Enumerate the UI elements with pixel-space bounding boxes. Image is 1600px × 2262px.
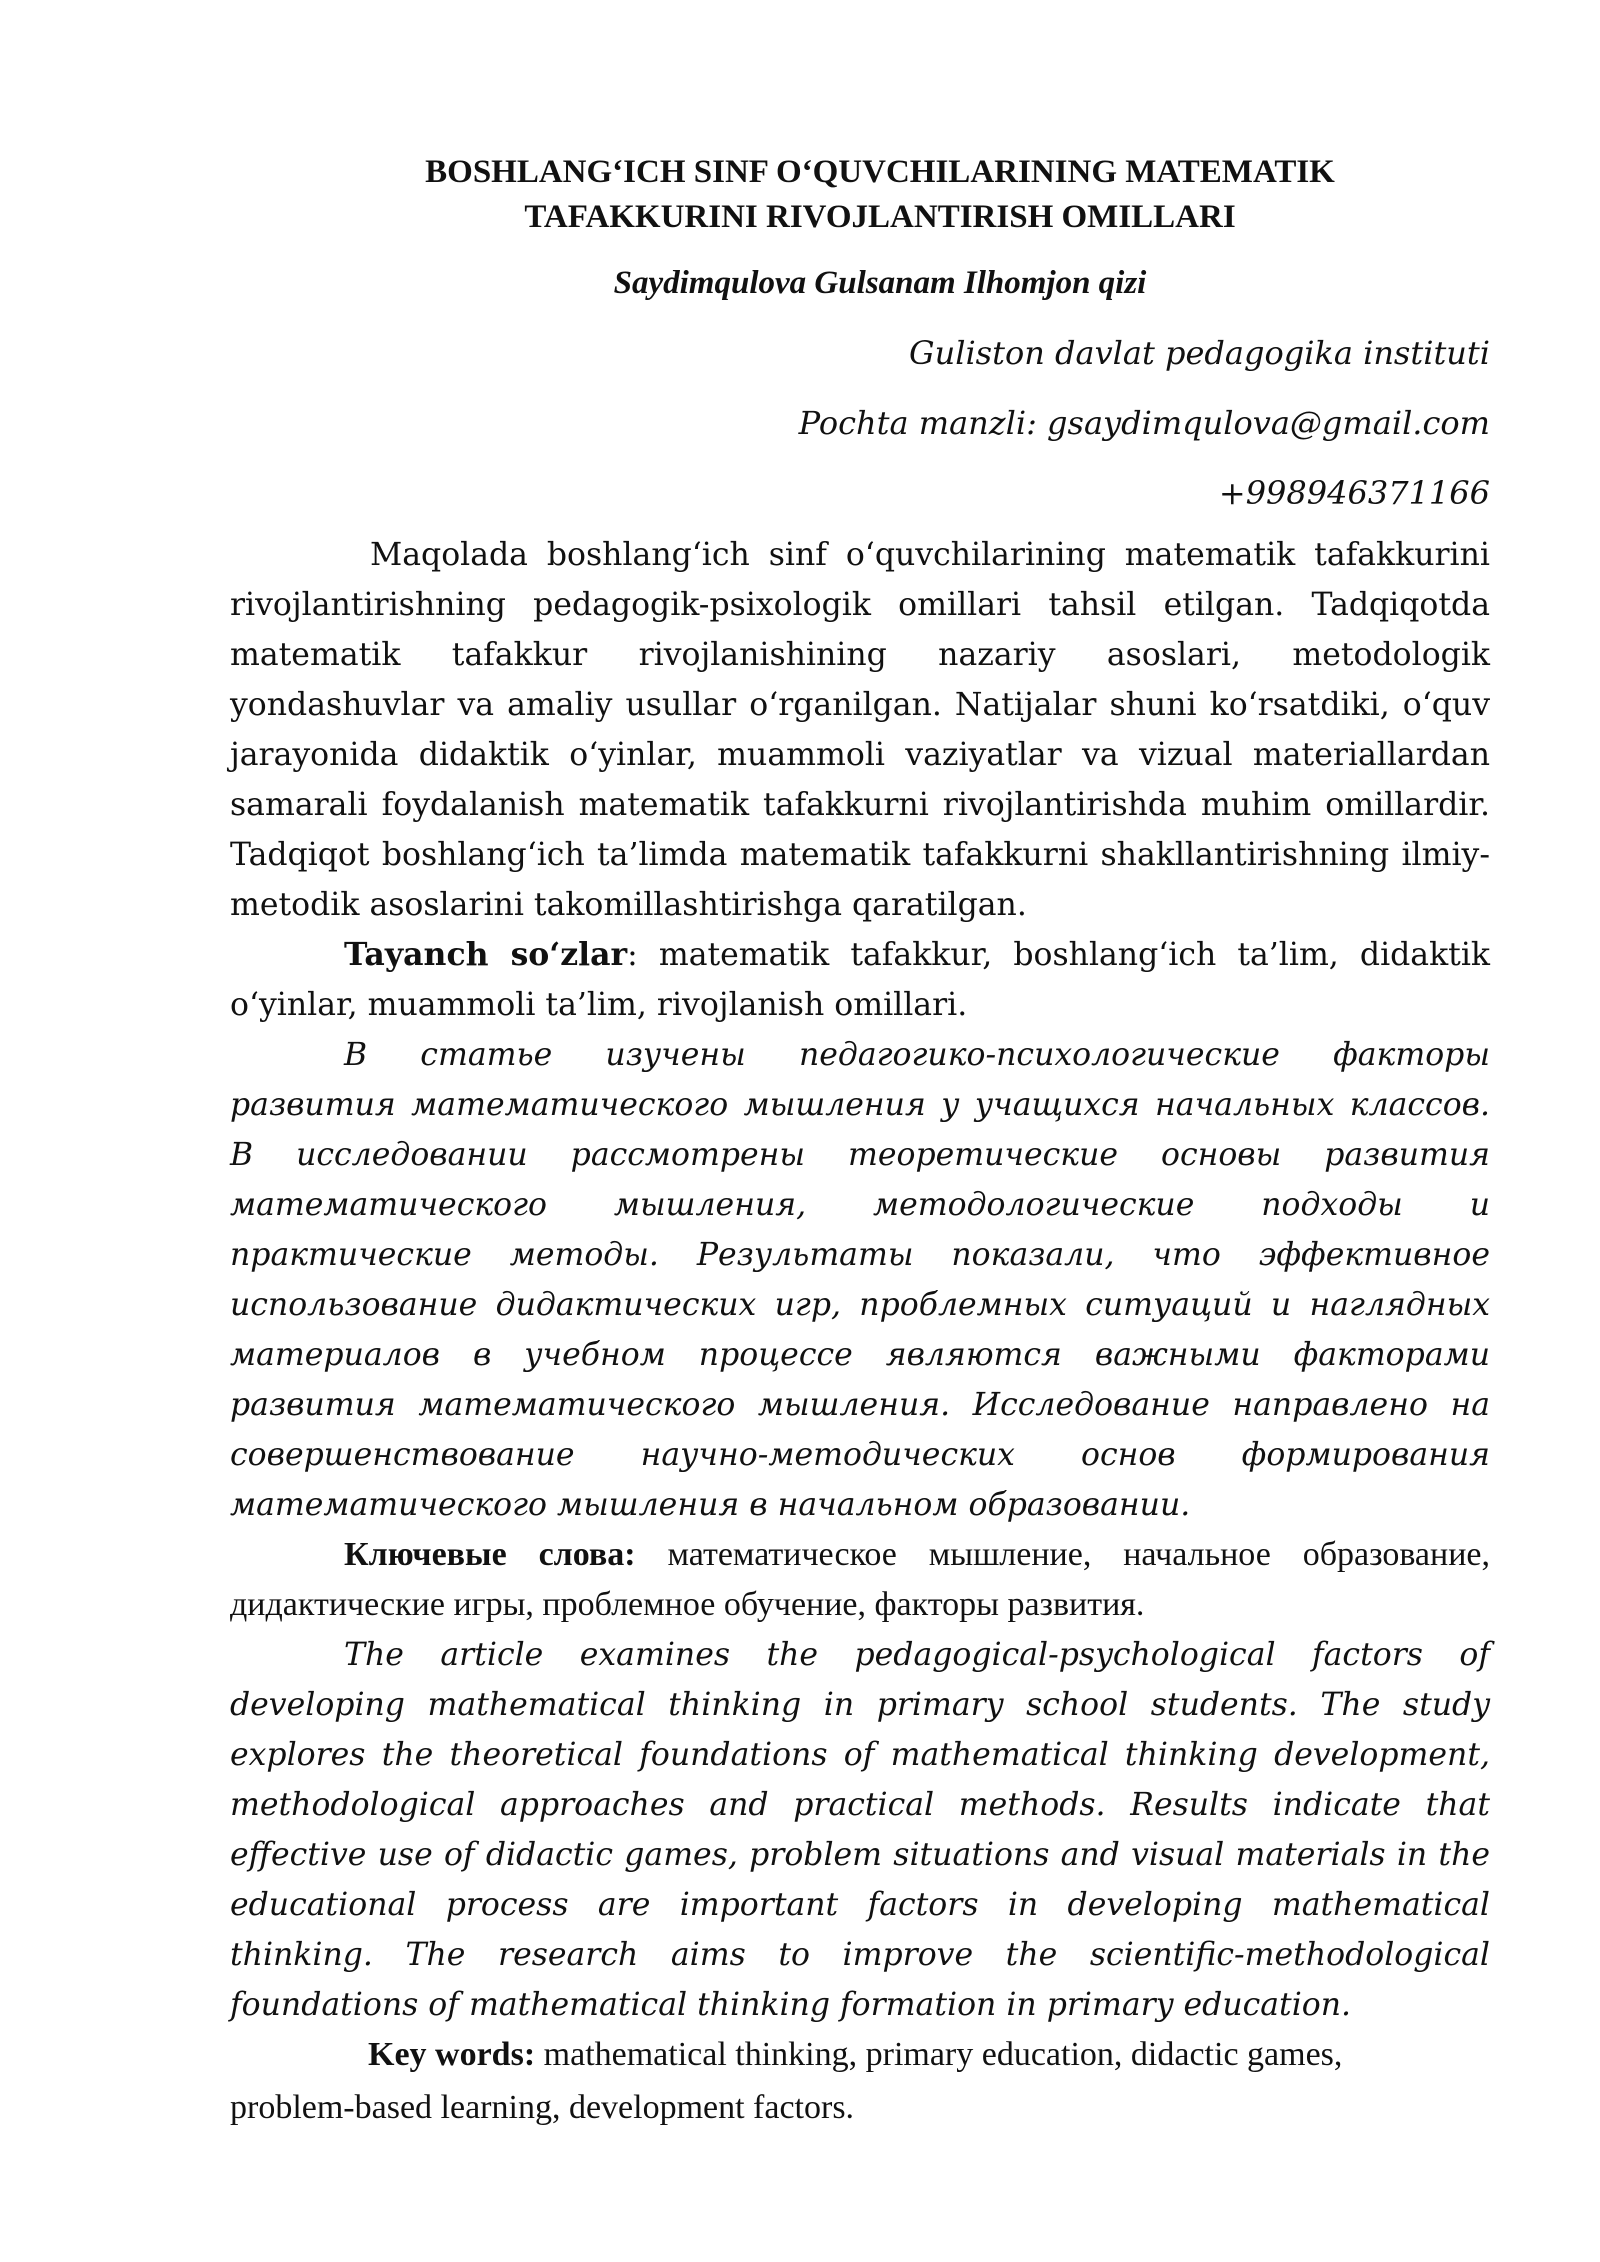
phone-number: +998946371166 xyxy=(1218,474,1490,512)
institution: Guliston davlat pedagogika instituti xyxy=(909,334,1490,372)
keywords-english-continuation: problem-based learning, development factors. xyxy=(230,2089,855,2126)
keywords-russian-list: математическое мышление, начальное образование, дидактические игры, проблемное обучение, факторы развития. xyxy=(230,1536,1490,1623)
keywords-uzbek xyxy=(230,930,1490,1030)
keywords-uzbek-label: Tayanch so‘zlar xyxy=(344,936,628,973)
article-title-line-2: TAFAKKURINI RIVOJLANTIRISH OMILLARI xyxy=(524,199,1236,235)
article-body xyxy=(230,150,1490,2134)
keywords-uzbek-list: : matematik tafakkur, boshlang‘ich ta’lim, didaktik o‘yinlar, muammoli ta’lim, rivojlanish omillari. xyxy=(230,937,1490,1023)
keywords-english-list-line-1: mathematical thinking, primary education, didactic games, xyxy=(535,2036,1343,2073)
keywords-russian xyxy=(230,1530,1490,1630)
email-address: Pochta manzli: gsaydimqulova@gmail.com xyxy=(798,404,1490,442)
abstract-russian: В статье изучены педагогико-психологические факторы развития математического мышления у учащихся начальных классов. В исследовании рассмотрены теоретические основы развития математического мышления, методологические подходы и практические методы. Результаты показали, что эффективное использование дидактических игр, проблемных ситуаций и наглядных материалов в учебном процессе являются важными факторами развития математического мышления. Исследование направлено на совершенствование научно-методических основ формирования математического мышления в начальном образовании. xyxy=(230,1037,1490,1523)
author-name: Saydimqulova Gulsanam Ilhomjon qizi xyxy=(613,265,1147,301)
abstract-english: The article examines the pedagogical-psychological factors of developing mathematical thinking in primary school students. The study explores the theoretical foundations of mathematical thinking development, methodological approaches and practical methods. Results indicate that effective use of didactic games, problem situations and visual materials in the educational process are important factors in developing mathematical thinking. The research aims to improve the scientific-methodological foundations of mathematical thinking formation in primary education. xyxy=(230,1637,1490,2023)
article-title-line-1: BOSHLANG‘ICH SINF O‘QUVCHILARINING MATEMATIK xyxy=(425,154,1335,190)
keywords-russian-label: Ключевые слова: xyxy=(344,1536,636,1573)
keywords-english-label: Key words: xyxy=(368,2036,536,2073)
keywords-english xyxy=(230,2030,1490,2080)
abstract-uzbek: Maqolada boshlang‘ich sinf o‘quvchilarining matematik tafakkurini rivojlantirishning pedagogik-psixologik omillari tahsil etilgan. Tadqiqotda matematik tafakkur rivojlanishining nazariy asoslari, metodologik yondashuvlar va amaliy usullar o‘rganilgan. Natijalar shuni ko‘rsatdiki, o‘quv jarayonida didaktik o‘yinlar, muammoli vaziyatlar va vizual materiallardan samarali foydalanish matematik tafakkurni rivojlantirishda muhim omillardir. Tadqiqot boshlang‘ich ta’limda matematik tafakkurni shakllantirishning ilmiy-metodik asoslarini takomillashtirishga qaratilgan. xyxy=(230,537,1490,923)
article-title xyxy=(230,150,1490,240)
